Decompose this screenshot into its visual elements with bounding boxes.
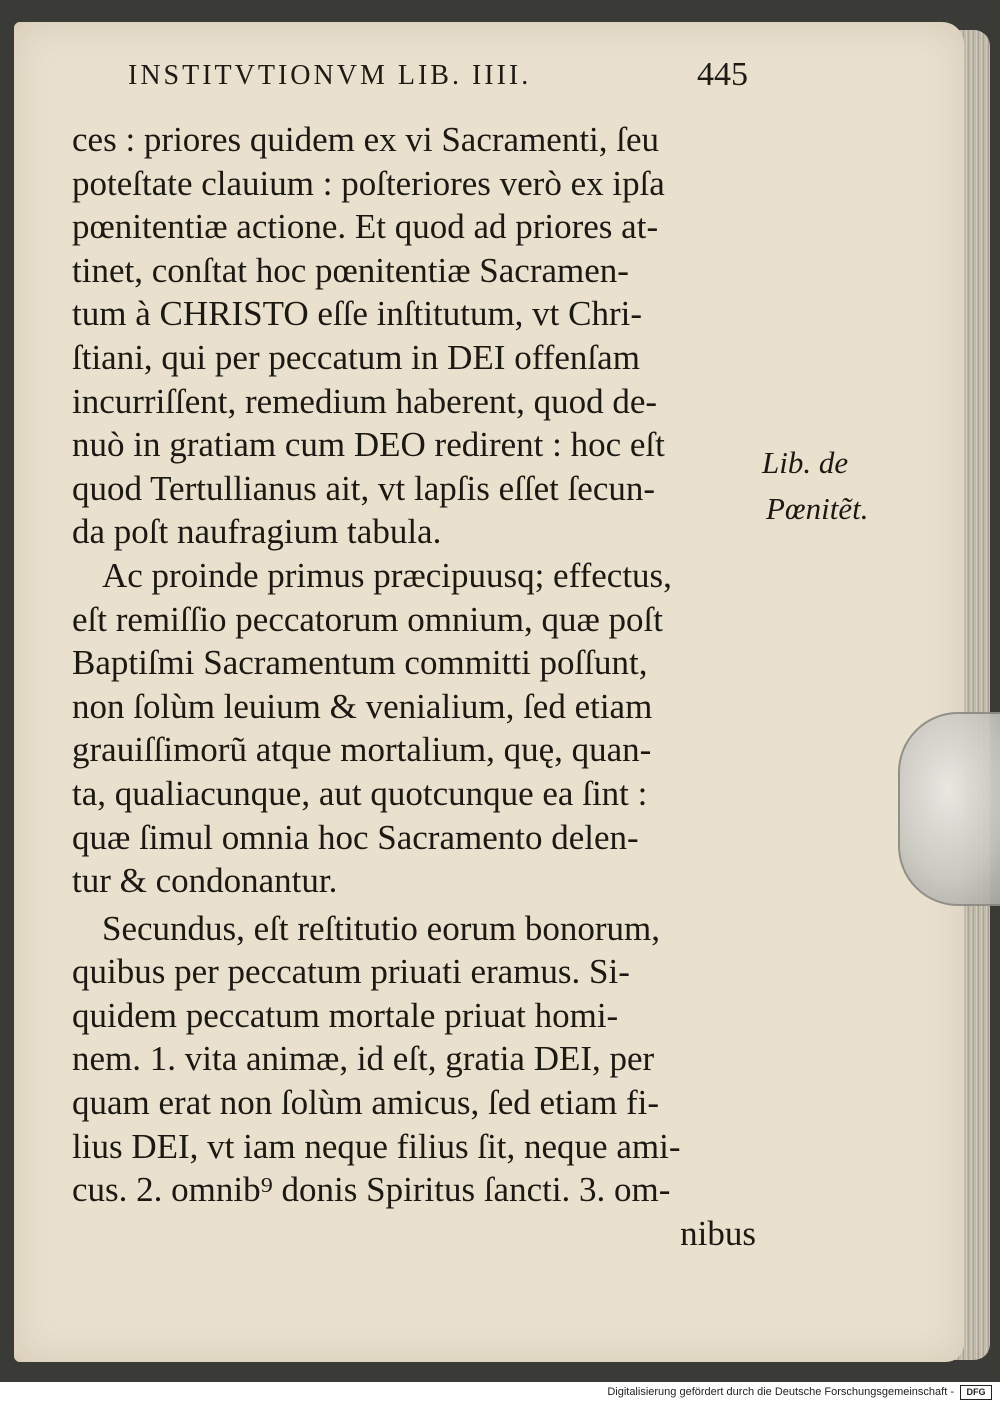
- text-line: quæ ſimul omnia hoc Sacramento delen-: [72, 817, 639, 857]
- text-line: nuò in gratiam cum DEO redirent : hoc eſt: [72, 425, 665, 465]
- paragraph-start-line: Ac proinde primus præcipuusq; effectus,: [102, 555, 672, 595]
- text-line: pœnitentiæ actione. Et quod ad priores at-: [72, 207, 659, 247]
- running-title: INSTITVTIONVM LIB. IIII.: [128, 60, 532, 91]
- text-line: quod Tertullianus ait, vt lapſis eſſet ſecun-: [72, 468, 656, 508]
- body-text: [72, 118, 762, 1255]
- page-header: [128, 56, 768, 100]
- digitization-footer: [0, 1382, 1000, 1402]
- text-line: ces : priores quidem ex vi Sacramenti, ſeu: [72, 120, 660, 159]
- text-line: tum à CHRISTO eſſe inſtitutum, vt Chri-: [72, 294, 643, 334]
- text-line: poteſtate clauium : poſteriores verò ex ipſa: [72, 163, 665, 203]
- text-line: non ſolùm leuium & venialium, ſed etiam: [72, 686, 653, 726]
- text-line: ſtiani, qui per peccatum in DEI offenſam: [72, 337, 640, 377]
- text-line: ta, qualiacunque, aut quotcunque ea ſint :: [72, 773, 648, 813]
- margin-note: [762, 440, 942, 532]
- text-line: quam erat non ſolùm amicus, ſed etiam fi-: [72, 1083, 660, 1123]
- page-number: 445: [697, 56, 748, 93]
- text-line: quibus per peccatum priuati eramus. Si-: [72, 952, 630, 992]
- text-line: tur & condonantur.: [72, 861, 338, 901]
- text-line: lius DEI, vt iam neque filius ſit, neque ami-: [72, 1126, 681, 1166]
- paragraph-start-line: Secundus, eſt reſtitutio eorum bonorum,: [102, 908, 660, 948]
- text-line: tinet, conſtat hoc pœnitentiæ Sacramen-: [72, 250, 629, 290]
- catchword: nibus: [680, 1213, 756, 1253]
- text-line: eſt remiſſio peccatorum omnium, quæ poſt: [72, 599, 664, 639]
- text-line: da poſt naufragium tabula.: [72, 512, 442, 552]
- margin-note-line-1: Lib. de: [762, 445, 849, 480]
- text-line: incurriſſent, remedium haberent, quod de-: [72, 381, 658, 421]
- text-line: cus. 2. omnib⁹ donis Spiritus ſancti. 3. om-: [72, 1170, 671, 1210]
- funding-credit: Digitalisierung gefördert durch die Deutsche Forschungsgemeinschaft -: [607, 1386, 954, 1398]
- text-line: Baptiſmi Sacramentum committi poſſunt,: [72, 643, 648, 683]
- text-line: nem. 1. vita animæ, id eſt, gratia DEI, per: [72, 1039, 655, 1079]
- text-line: grauiſſimorũ atque mortalium, quę, quan-: [72, 730, 652, 770]
- text-line: quidem peccatum mortale priuat homi-: [72, 995, 619, 1035]
- dfg-logo: DFG: [960, 1385, 992, 1400]
- margin-note-line-2: Pœnitẽt.: [766, 491, 869, 526]
- page-clip: [898, 712, 1000, 906]
